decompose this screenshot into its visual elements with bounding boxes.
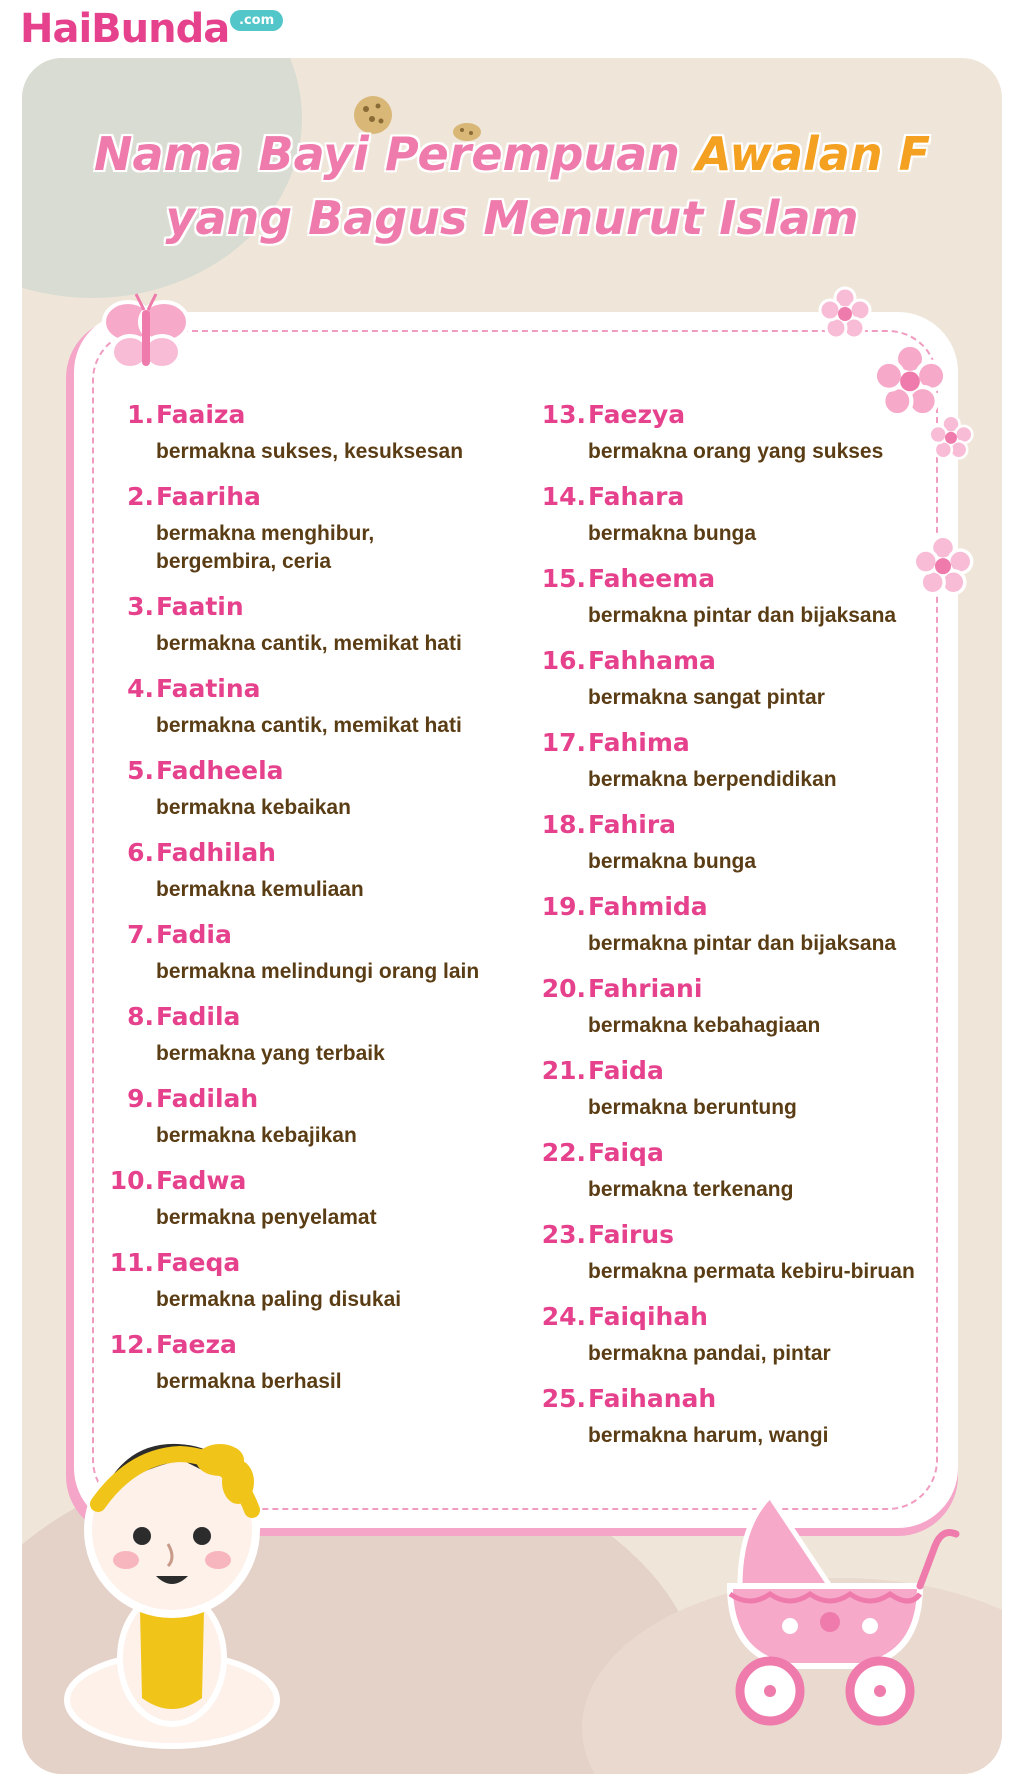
item-name: Fahmida [588,892,708,921]
item-meaning: bermakna paling disukai [156,1288,402,1311]
item-number: 20. [541,974,586,1003]
list-item [540,564,960,646]
brand-name: HaiBunda [20,6,230,52]
item-meaning: bermakna berpendidikan [588,768,837,791]
list-item [540,1384,960,1466]
list-item [540,892,960,974]
item-name: Faheema [588,564,716,593]
item-name: Fadwa [156,1166,247,1195]
item-number: 21. [541,1056,586,1085]
flower-icon [818,286,872,340]
item-name: Fadia [156,920,232,949]
item-meaning: bermakna kebaikan [156,796,351,819]
list-item [108,756,528,838]
item-meaning: bermakna cantik, memikat hati [156,714,462,737]
item-name: Fadila [156,1002,241,1031]
item-name: Faiqa [588,1138,664,1167]
item-number: 6. [127,838,154,867]
item-meaning: bermakna sukses, kesuksesan [156,440,464,463]
item-name: Faeza [156,1330,237,1359]
item-meaning: bermakna yang terbaik [156,1042,385,1065]
list-item [540,1138,960,1220]
item-name: Fahima [588,728,690,757]
list-item [540,400,960,482]
item-meaning: bermakna permata kebiru-biruan [588,1260,915,1283]
page-title [0,122,1024,250]
item-meaning: bermakna menghibur, bergembira, ceria [156,522,375,573]
list-item [540,1302,960,1384]
item-number: 10. [109,1166,154,1195]
item-number: 14. [541,482,586,511]
item-name: Faaiza [156,400,246,429]
item-number: 12. [109,1330,154,1359]
item-meaning: bermakna harum, wangi [588,1424,829,1447]
item-meaning: bermakna pandai, pintar [588,1342,831,1365]
list-item [108,400,528,482]
item-name: Faatina [156,674,261,703]
item-meaning: bermakna berhasil [156,1370,342,1393]
item-meaning: bermakna beruntung [588,1096,797,1119]
item-meaning: bermakna bunga [588,850,757,873]
item-number: 17. [541,728,586,757]
item-number: 3. [127,592,154,621]
item-number: 22. [541,1138,586,1167]
butterfly-icon [98,288,194,384]
list-item [540,1056,960,1138]
item-name: Fairus [588,1220,675,1249]
item-meaning: bermakna kebajikan [156,1124,357,1147]
item-meaning: bermakna penyelamat [156,1206,377,1229]
item-number: 19. [541,892,586,921]
item-name: Faezya [588,400,686,429]
baby-illustration [52,1420,292,1750]
item-name: Faiqihah [588,1302,708,1331]
list-item [540,728,960,810]
item-name: Fadhilah [156,838,276,867]
list-item [540,1220,960,1302]
names-list-left [108,400,528,1412]
item-meaning: bermakna kemuliaan [156,878,364,901]
list-item [540,810,960,892]
item-name: Faihanah [588,1384,717,1413]
item-number: 23. [541,1220,586,1249]
item-number: 13. [541,400,586,429]
item-number: 5. [127,756,154,785]
list-item [108,1248,528,1330]
list-item [108,1002,528,1084]
stroller-illustration [710,1476,960,1726]
item-meaning: bermakna pintar dan bijaksana [588,932,897,955]
list-item [108,920,528,1002]
item-meaning: bermakna cantik, memikat hati [156,632,462,655]
item-number: 16. [541,646,586,675]
list-item [108,1166,528,1248]
item-number: 9. [127,1084,154,1113]
item-number: 4. [127,674,154,703]
title-line2: yang Bagus Menurut Islam [165,191,859,245]
item-name: Faariha [156,482,261,511]
item-meaning: bermakna melindungi orang lain [156,960,480,983]
list-item [108,1330,528,1412]
item-number: 1. [127,400,154,429]
item-meaning: bermakna sangat pintar [588,686,825,709]
item-number: 24. [541,1302,586,1331]
names-list-right [540,400,960,1466]
item-number: 18. [541,810,586,839]
item-number: 15. [541,564,586,593]
item-name: Fahriani [588,974,703,1003]
item-meaning: bermakna pintar dan bijaksana [588,604,897,627]
list-item [540,482,960,564]
item-number: 25. [541,1384,586,1413]
item-name: Fahara [588,482,685,511]
brand-logo[interactable] [20,6,229,56]
title-highlight: Awalan F [695,127,931,181]
list-item [108,592,528,674]
title-line1-pre: Nama Bayi Perempuan [93,127,696,181]
item-name: Faida [588,1056,664,1085]
item-number: 11. [109,1248,154,1277]
item-meaning: bermakna terkenang [588,1178,794,1201]
item-number: 7. [127,920,154,949]
item-meaning: bermakna bunga [588,522,757,545]
brand-suffix-badge: .com [230,10,283,31]
item-name: Faatin [156,592,244,621]
list-item [540,646,960,728]
item-name: Faeqa [156,1248,241,1277]
item-name: Fadheela [156,756,284,785]
item-number: 8. [127,1002,154,1031]
item-number: 2. [127,482,154,511]
item-name: Fahhama [588,646,716,675]
item-name: Fadilah [156,1084,259,1113]
item-name: Fahira [588,810,677,839]
list-item [108,838,528,920]
list-item [108,1084,528,1166]
item-meaning: bermakna kebahagiaan [588,1014,821,1037]
item-meaning: bermakna orang yang sukses [588,440,884,463]
list-item [108,674,528,756]
list-item [108,482,528,592]
list-item [540,974,960,1056]
